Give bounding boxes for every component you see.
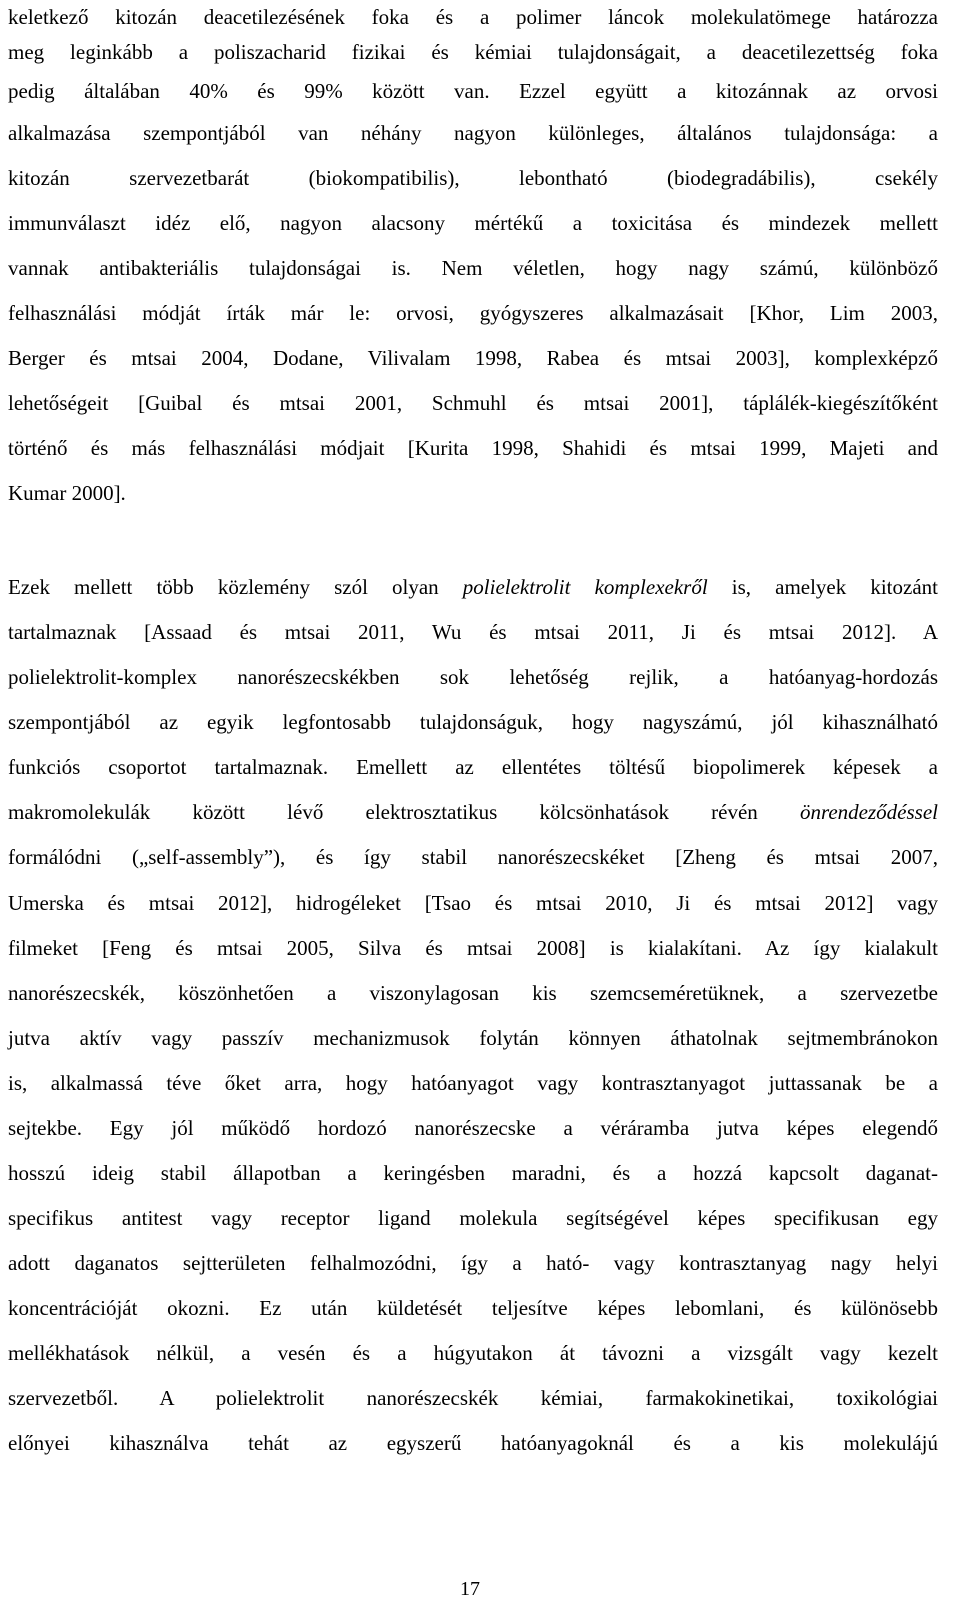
text-line: meg leginkább a poliszacharid fizikai és kémiai tulajdonságait, a deacetilezettség foka [8, 40, 938, 64]
text-line: tartalmaznak [Assaad és mtsai 2011, Wu és mtsai 2011, Ji és mtsai 2012]. A [8, 620, 938, 644]
text-line: lehetőségeit [Guibal és mtsai 2001, Schmuhl és mtsai 2001], táplálék-kiegészítőként [8, 391, 938, 415]
text-line: is, alkalmassá téve őket arra, hogy hatóanyagot vagy kontrasztanyagot juttassanak be a [8, 1071, 938, 1095]
text-line: szempontjából az egyik legfontosabb tulajdonságuk, hogy nagyszámú, jól kihasználható [8, 710, 938, 734]
text-line: szervezetből. A polielektrolit nanorészecskék kémiai, farmakokinetikai, toxikológiai [8, 1386, 938, 1410]
text-line: jutva aktív vagy passzív mechanizmusok folytán könnyen áthatolnak sejtmembránokon [8, 1026, 938, 1050]
text-line: koncentrációját okozni. Ez után küldetését teljesítve képes lebomlani, és különösebb [8, 1296, 938, 1320]
text-run: Ezek mellett több közlemény szól olyan [8, 575, 463, 599]
text-line: sejtekbe. Egy jól működő hordozó nanorészecske a véráramba jutva képes elegendő [8, 1116, 938, 1140]
italic-term-self-assembly: önrendeződéssel [799, 800, 938, 824]
text-line: funkciós csoportot tartalmaznak. Emellett az ellentétes töltésű biopolimerek képesek a [8, 755, 938, 779]
text-line: Berger és mtsai 2004, Dodane, Vilivalam 1998, Rabea és mtsai 2003], komplexképző [8, 346, 938, 370]
text-line [8, 797, 938, 827]
text-line: immunválaszt idéz elő, nagyon alacsony mértékű a toxicitása és mindezek mellett [8, 211, 938, 235]
text-line: történő és más felhasználási módjait [Kurita 1998, Shahidi és mtsai 1999, Majeti and [8, 436, 938, 460]
text-line: nanorészecskék, köszönhetően a viszonylagosan kis szemcseméretüknek, a szervezetbe [8, 981, 938, 1005]
text-line: formálódni („self-assembly”), és így stabil nanorészecskéket [Zheng és mtsai 2007, [8, 845, 938, 869]
text-line: kitozán szervezetbarát (biokompatibilis), lebontható (biodegradábilis), csekély [8, 166, 938, 190]
text-line: specifikus antitest vagy receptor ligand molekula segítségével képes specifikusan egy [8, 1206, 938, 1230]
text-line: Kumar 2000]. [8, 481, 126, 505]
text-line: polielektrolit-komplex nanorészecskékben sok lehetőség rejlik, a hatóanyag-hordozás [8, 665, 938, 689]
page-number: 17 [460, 1578, 480, 1600]
italic-term-polyelectrolyte-complexes: polielektrolit komplexekről [462, 575, 708, 599]
text-line: vannak antibakteriális tulajdonságai is. Nem véletlen, hogy nagy számú, különböző [8, 256, 938, 280]
text-line: filmeket [Feng és mtsai 2005, Silva és mtsai 2008] is kialakítani. Az így kialakult [8, 936, 938, 960]
text-line: hosszú ideig stabil állapotban a keringésben maradni, és a hozzá kapcsolt daganat- [8, 1161, 938, 1185]
text-line: Umerska és mtsai 2012], hidrogéleket [Tsao és mtsai 2010, Ji és mtsai 2012] vagy [8, 891, 938, 915]
text-line: mellékhatások nélkül, a vesén és a húgyutakon át távozni a vizsgált vagy kezelt [8, 1341, 938, 1365]
text-line: felhasználási módját írták már le: orvosi, gyógyszeres alkalmazásait [Khor, Lim 2003, [8, 301, 938, 325]
text-run: is, amelyek kitozánt [707, 575, 938, 599]
text-line: adott daganatos sejtterületen felhalmozódni, így a ható- vagy kontrasztanyag nagy helyi [8, 1251, 938, 1275]
text-line: pedig általában 40% és 99% között van. Ezzel együtt a kitozánnak az orvosi [8, 79, 938, 103]
text-run: makromolekulák között lévő elektrosztatikus kölcsönhatások révén [8, 800, 800, 824]
text-line: előnyei kihasználva tehát az egyszerű hatóanyagoknál és a kis molekulájú [8, 1431, 938, 1455]
text-line: alkalmazása szempontjából van néhány nagyon különleges, általános tulajdonsága: a [8, 121, 938, 145]
text-line: keletkező kitozán deacetilezésének foka és a polimer láncok molekulatömege határozza [8, 5, 938, 29]
text-line [8, 572, 938, 602]
